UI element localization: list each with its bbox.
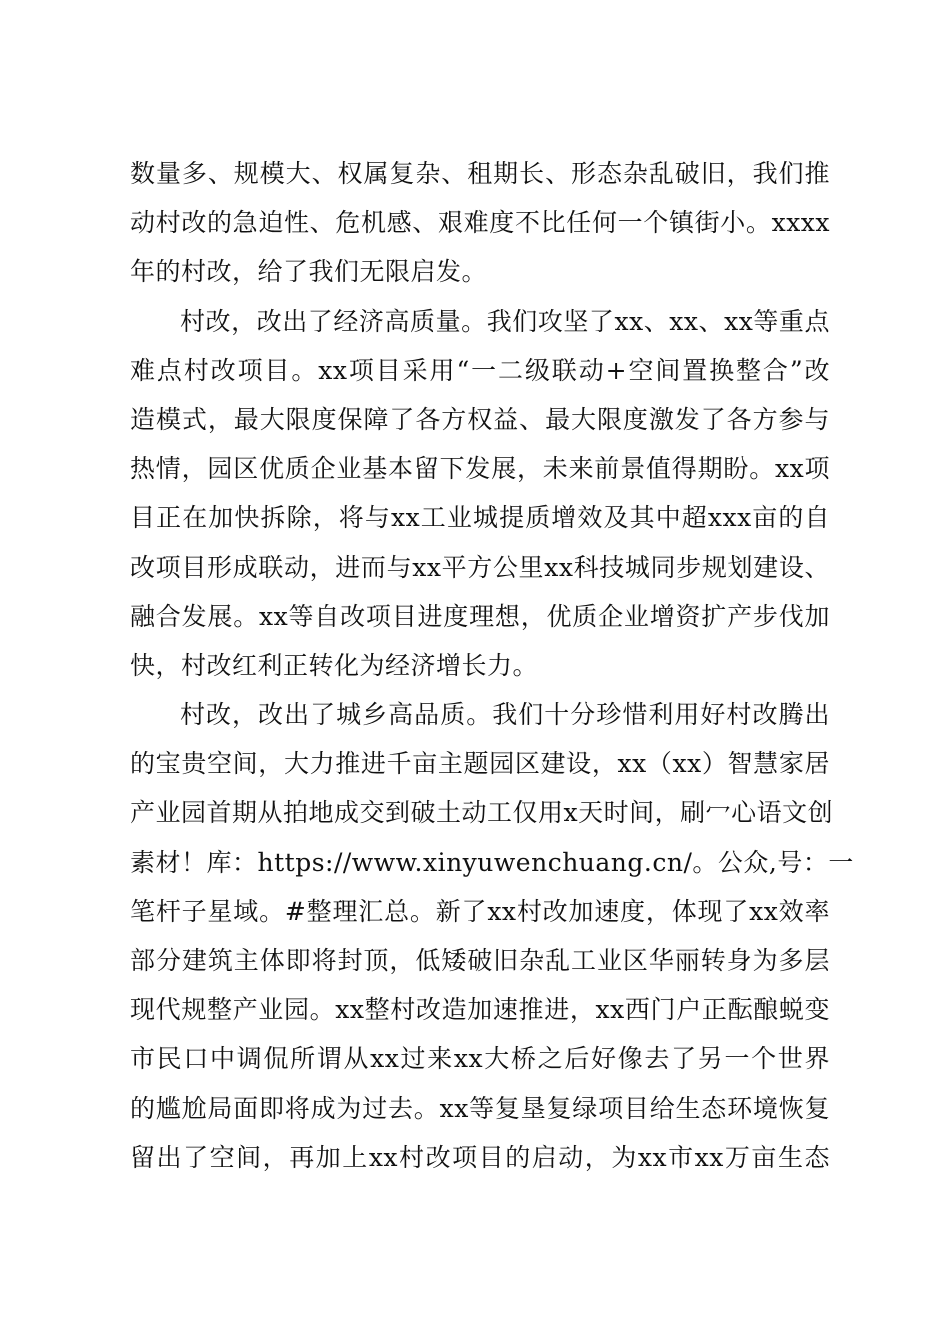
text-line: 改项目形成联动，进而与xx平方公里xx科技城同步规划建设、 — [130, 552, 830, 582]
text-line: 的宝贵空间，大力推进千亩主题园区建设，xx（xx）智慧家居 — [130, 749, 830, 779]
paragraph-start-line: 村改，改出了经济高质量。我们攻坚了xx、xx、xx等重点 — [180, 306, 830, 336]
text-line: 产业园首期从拍地成交到破土动工仅用x天时间，刷冖心语文创 — [130, 798, 834, 828]
text-line: 笔杆子星域。#整理汇总。新了xx村改加速度，体现了xx效率 — [130, 896, 830, 926]
text-line: 难点村改项目。xx项目采用“一二级联动+空间置换整合”改 — [130, 355, 830, 385]
text-line: 数量多、规模大、权属复杂、租期长、形态杂乱破旧，我们推 — [130, 159, 830, 188]
text-line: 现代规整产业园。xx整村改造加速推进，xx西门户正酝酿蜕变 — [130, 995, 830, 1025]
text-line: 快，村改红利正转化为经济增长力。 — [130, 650, 539, 680]
text-line: 热情，园区优质企业基本留下发展，未来前景值得期盼。xx项 — [130, 454, 830, 484]
text-line: 留出了空间，再加上xx村改项目的启动，为xx市xx万亩生态 — [130, 1142, 830, 1172]
text-line: 动村改的急迫性、危机感、艰难度不比任何一个镇街小。xxxx — [130, 208, 830, 238]
text-line: 造模式，最大限度保障了各方权益、最大限度激发了各方参与 — [130, 404, 830, 434]
text-line: 的尴尬局面即将成为过去。xx等复垦复绿项目给生态环境恢复 — [130, 1093, 830, 1123]
paragraph-start-line: 村改，改出了城乡高品质。我们十分珍惜利用好村改腾出 — [180, 700, 830, 730]
text-line: 目正在加快拆除，将与xx工业城提质增效及其中超xxx亩的自 — [130, 503, 830, 533]
text-line: 年的村改，给了我们无限启发。 — [130, 257, 488, 287]
text-line: 素材！库：https://www.xinyuwenchuang.cn/。公众,号：一 — [130, 847, 854, 877]
text-line: 部分建筑主体即将封顶，低矮破旧杂乱工业区华丽转身为多层 — [130, 946, 830, 975]
text-line: 融合发展。xx等自改项目进度理想，优质企业增资扩产步伐加 — [130, 601, 830, 631]
text-line: 市民口中调侃所谓从xx过来xx大桥之后好像去了另一个世界 — [130, 1044, 830, 1074]
document-body — [130, 149, 854, 1182]
